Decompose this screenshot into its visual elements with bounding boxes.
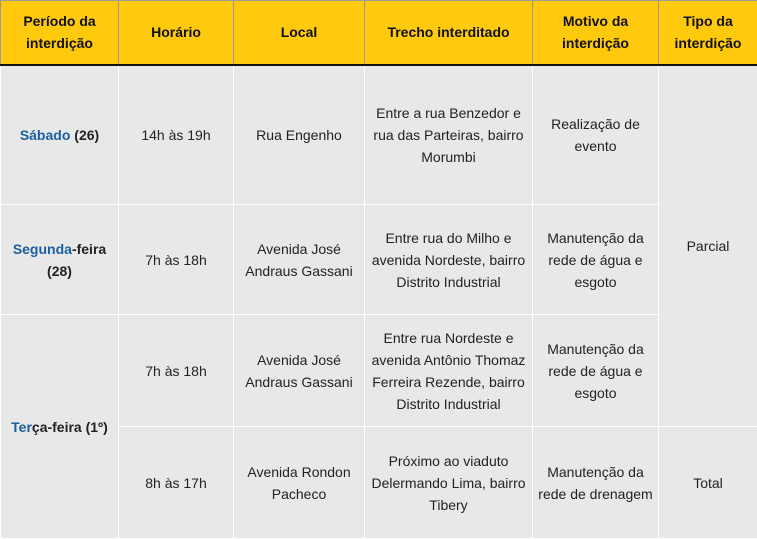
period-day-accent: Ter <box>11 418 32 435</box>
time-cell: 14h às 19h <box>119 65 234 205</box>
period-cell-saturday <box>1 65 119 205</box>
header-stretch: Trecho interditado <box>365 1 533 65</box>
time-cell: 7h às 18h <box>119 205 234 315</box>
header-reason: Motivo da interdição <box>533 1 659 65</box>
time-cell: 7h às 18h <box>119 315 234 427</box>
location-cell: Rua Engenho <box>234 65 365 205</box>
type-cell-partial: Parcial <box>659 65 757 427</box>
location-cell: Avenida José Andraus Gassani <box>234 315 365 427</box>
time-cell: 8h às 17h <box>119 427 234 539</box>
period-cell-monday <box>1 205 119 315</box>
stretch-cell: Entre rua Nordeste e avenida Antônio Thomaz Ferreira Rezende, bairro Distrito Industrial <box>365 315 533 427</box>
period-cell-tuesday <box>1 315 119 539</box>
reason-cell: Manutenção da rede de água e esgoto <box>533 315 659 427</box>
header-type: Tipo da interdição <box>659 1 757 65</box>
reason-cell: Manutenção da rede de drenagem <box>533 427 659 539</box>
table-row <box>1 205 757 315</box>
location-cell: Avenida Rondon Pacheco <box>234 427 365 539</box>
header-period: Período da interdição <box>1 1 119 65</box>
period-day-accent: Sábado <box>19 126 71 143</box>
period-day-rest: -feira (28) <box>47 240 107 279</box>
stretch-cell: Próximo ao viaduto Delermando Lima, bairro Tibery <box>365 427 533 539</box>
reason-cell: Manutenção da rede de água e esgoto <box>533 205 659 315</box>
table-row <box>1 315 757 427</box>
period-day-rest: (26) <box>70 126 100 143</box>
type-cell-total: Total <box>659 427 757 539</box>
period-day-rest: ça-feira (1º) <box>31 418 108 435</box>
table-row <box>1 65 757 205</box>
stretch-cell: Entre rua do Milho e avenida Nordeste, bairro Distrito Industrial <box>365 205 533 315</box>
header-time: Horário <box>119 1 234 65</box>
location-cell: Avenida José Andraus Gassani <box>234 205 365 315</box>
header-location: Local <box>234 1 365 65</box>
header-row <box>1 1 757 65</box>
reason-cell: Realização de evento <box>533 65 659 205</box>
stretch-cell: Entre a rua Benzedor e rua das Parteiras, bairro Morumbi <box>365 65 533 205</box>
period-day-accent: Segunda <box>12 240 72 257</box>
